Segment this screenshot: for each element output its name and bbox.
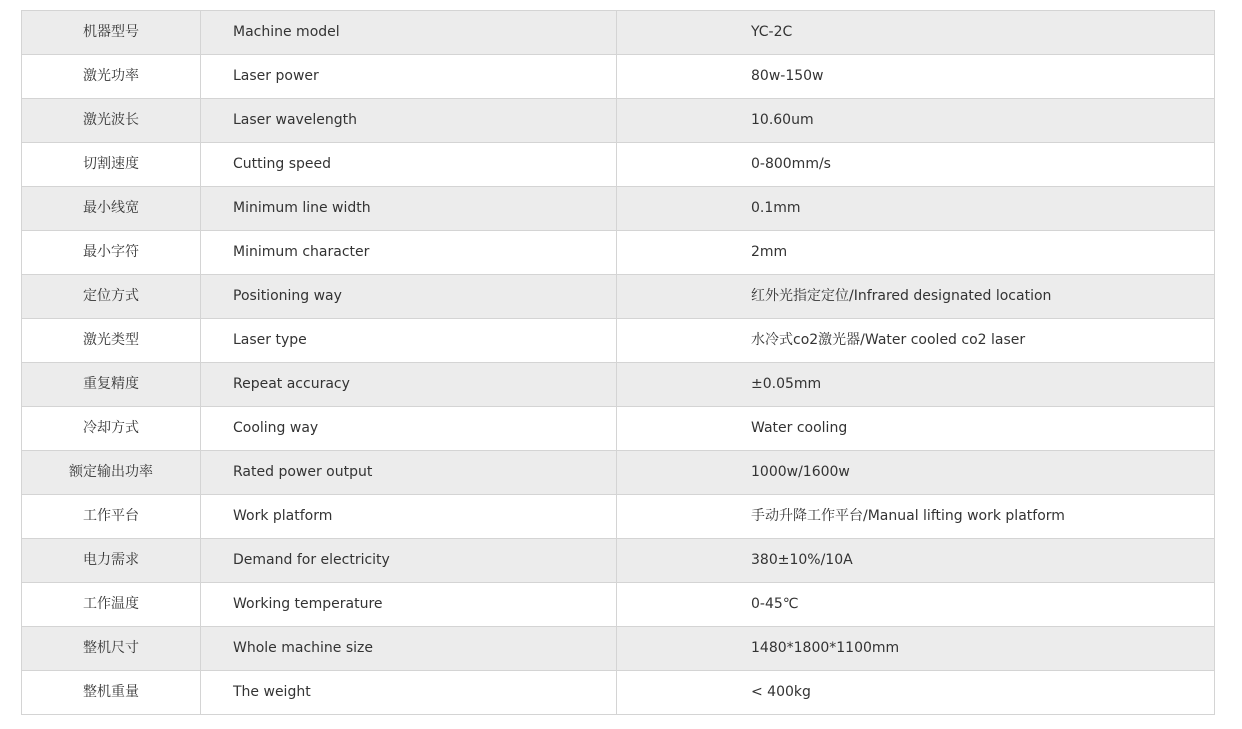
spec-name-en: Minimum line width: [201, 187, 617, 231]
spec-value: 0-45℃: [617, 583, 1215, 627]
table-row: [22, 671, 1215, 715]
spec-name-en: Cutting speed: [201, 143, 617, 187]
spec-name-en: Working temperature: [201, 583, 617, 627]
table-row: [22, 55, 1215, 99]
table-row: [22, 11, 1215, 55]
spec-name-cn: 整机重量: [22, 671, 201, 715]
table-row: [22, 187, 1215, 231]
table-row: [22, 627, 1215, 671]
table-row: [22, 407, 1215, 451]
spec-value: 10.60um: [617, 99, 1215, 143]
spec-name-en: Positioning way: [201, 275, 617, 319]
spec-name-en: Machine model: [201, 11, 617, 55]
spec-name-cn: 最小字符: [22, 231, 201, 275]
spec-value: 2mm: [617, 231, 1215, 275]
table-row: [22, 275, 1215, 319]
spec-value: YC-2C: [617, 11, 1215, 55]
table-row: [22, 319, 1215, 363]
spec-name-cn: 机器型号: [22, 11, 201, 55]
spec-name-cn: 最小线宽: [22, 187, 201, 231]
spec-value: 红外光指定定位/Infrared designated location: [617, 275, 1215, 319]
spec-name-en: Demand for electricity: [201, 539, 617, 583]
table-row: [22, 143, 1215, 187]
spec-name-cn: 激光波长: [22, 99, 201, 143]
spec-name-cn: 激光类型: [22, 319, 201, 363]
spec-value: 80w-150w: [617, 55, 1215, 99]
spec-name-cn: 定位方式: [22, 275, 201, 319]
spec-name-cn: 冷却方式: [22, 407, 201, 451]
spec-name-en: Cooling way: [201, 407, 617, 451]
spec-name-cn: 整机尺寸: [22, 627, 201, 671]
spec-value: 水冷式co2激光器/Water cooled co2 laser: [617, 319, 1215, 363]
spec-name-en: The weight: [201, 671, 617, 715]
spec-name-cn: 激光功率: [22, 55, 201, 99]
table-row: [22, 99, 1215, 143]
spec-name-cn: 切割速度: [22, 143, 201, 187]
table-row: [22, 495, 1215, 539]
spec-name-en: Whole machine size: [201, 627, 617, 671]
spec-value: 手动升降工作平台/Manual lifting work platform: [617, 495, 1215, 539]
spec-name-en: Laser power: [201, 55, 617, 99]
spec-name-cn: 电力需求: [22, 539, 201, 583]
spec-name-en: Rated power output: [201, 451, 617, 495]
spec-name-en: Repeat accuracy: [201, 363, 617, 407]
spec-table-body: [22, 11, 1215, 715]
spec-name-cn: 工作平台: [22, 495, 201, 539]
table-row: [22, 451, 1215, 495]
spec-value: < 400kg: [617, 671, 1215, 715]
spec-value: 1000w/1600w: [617, 451, 1215, 495]
spec-value: 380±10%/10A: [617, 539, 1215, 583]
spec-value: ±0.05mm: [617, 363, 1215, 407]
spec-name-en: Laser wavelength: [201, 99, 617, 143]
table-row: [22, 539, 1215, 583]
spec-name-en: Work platform: [201, 495, 617, 539]
spec-value: 0-800mm/s: [617, 143, 1215, 187]
spec-name-en: Minimum character: [201, 231, 617, 275]
table-row: [22, 583, 1215, 627]
table-row: [22, 363, 1215, 407]
spec-value: 0.1mm: [617, 187, 1215, 231]
spec-name-cn: 工作温度: [22, 583, 201, 627]
table-row: [22, 231, 1215, 275]
spec-table: [21, 10, 1215, 715]
spec-name-cn: 重复精度: [22, 363, 201, 407]
spec-value: Water cooling: [617, 407, 1215, 451]
spec-value: 1480*1800*1100mm: [617, 627, 1215, 671]
spec-name-cn: 额定输出功率: [22, 451, 201, 495]
spec-name-en: Laser type: [201, 319, 617, 363]
